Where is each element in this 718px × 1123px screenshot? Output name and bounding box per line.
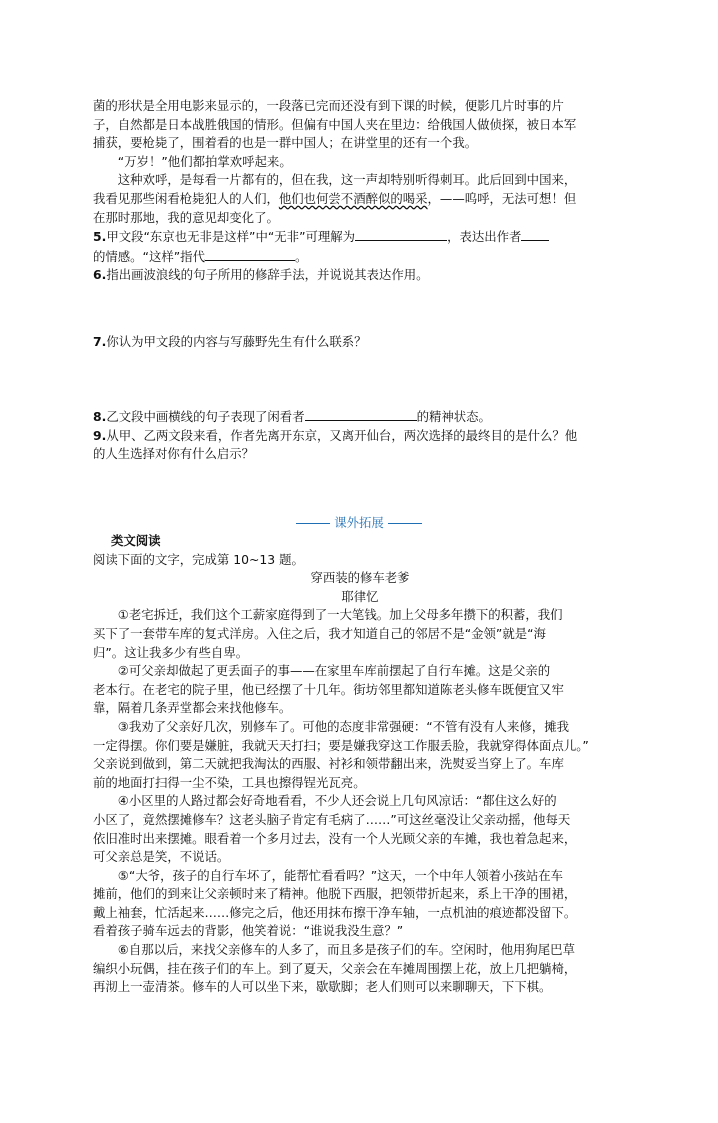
story-paragraph-3-line: 前的地面打扫得一尘不染，工具也擦得锃光瓦亮。 bbox=[93, 774, 366, 790]
story-title: 穿西装的修车老爹 bbox=[310, 570, 410, 586]
passage-cheer: “万岁！”他们都拍掌欢呼起来。 bbox=[117, 153, 292, 169]
story-paragraph-6-line: 再沏上一壶清茶。修车的人可以坐下来，歇歇脚；老人们则可以来聊聊天，下下棋。 bbox=[93, 979, 552, 995]
question-5: 5.甲文段“东京也无非是这样”中“无非”可理解为 ，表达出作者 bbox=[93, 227, 627, 247]
passage-p3-line-3: 在那时那地，我的意见却变化了。 bbox=[93, 209, 279, 225]
passage-p3-line-2 bbox=[93, 190, 627, 209]
answer-blank[interactable] bbox=[521, 227, 549, 241]
story-paragraph-3-line: ③我劝了父亲好几次，别修车了。可他的态度非常强硬：“不管有没有人来修，摊我 bbox=[117, 718, 569, 734]
story-body bbox=[93, 606, 627, 996]
story-paragraph-1-line: ①老宅拆迁，我们这个工薪家庭得到了一大笔钱。加上父母多年攒下的积蓄，我们 bbox=[117, 607, 563, 623]
passage-line-3: 捕获，要枪毙了，围着看的也是一群中国人；在讲堂里的还有一个我。 bbox=[93, 135, 478, 151]
story-paragraph-5-line: 戴上袖套，忙活起来……修完之后，他还用抹布擦干净车轴，一点机油的痕迹都没留下。 bbox=[93, 904, 577, 920]
question-7: 7.你认为甲文段的内容与写藤野先生有什么联系？ bbox=[93, 334, 367, 349]
instruction: 阅读下面的文字，完成第 10~13 题。 bbox=[93, 551, 304, 567]
story-author: 耶律忆 bbox=[341, 588, 379, 604]
wavy-underlined-sentence: 他们也何尝不酒醉似的喝采 bbox=[278, 190, 428, 206]
story-paragraph-2-line: 靠，隔着几条弄堂都会来找他修车。 bbox=[93, 700, 292, 716]
question-9: 9.从甲、乙两文段来看，作者先离开东京，又离开仙台，两次选择的最终目的是什么？他 bbox=[93, 427, 578, 443]
story-paragraph-4-line: 依旧准时出来摆摊。眼看着一个多月过去，没有一个人光顾父亲的车摊，我也着急起来， bbox=[93, 830, 577, 846]
passage-p3-post: ，——呜呼，无法可想！但 bbox=[427, 190, 577, 206]
passage-p3-line-1: 这种欢呼，是每看一片都有的，但在我，这一声却特别听得刺耳。此后回到中国来， bbox=[117, 172, 577, 188]
story-paragraph-3-line: 父亲说到做到，第二天就把我淘汰的西服、衬衫和领带翻出来，洗熨妥当穿上了。车库 bbox=[93, 756, 564, 772]
story-paragraph-5-line: ⑤“大爷，孩子的自行车坏了，能帮忙看看吗？”这天，一个中年人领着小孩站在车 bbox=[117, 867, 564, 883]
story-paragraph-6-line: ⑥自那以后，来找父亲修车的人多了，而且多是孩子们的车。空闲时，他用狗尾巴草 bbox=[117, 942, 575, 958]
title-rule-left bbox=[296, 523, 330, 524]
story-paragraph-1-line: 买下了一套带车库的复式洋房。入住之后，我才知道自己的邻居不是“金领”就是“海 bbox=[93, 625, 546, 641]
top-passage bbox=[93, 97, 627, 285]
story-paragraph-5-line: 摊前，他们的到来让父亲顿时来了精神。他脱下西服，把领带折起来，系上干净的围裙， bbox=[93, 886, 577, 902]
story-paragraph-2-line: ②可父亲却做起了更丢面子的事——在家里车库前摆起了自行车摊。这是父亲的 bbox=[117, 663, 551, 679]
story-paragraph-4-line: ④小区里的人路过都会好奇地看看，不少人还会说上几句风凉话：“都住这么好的 bbox=[117, 793, 557, 809]
sub-title: 类文阅读 bbox=[111, 533, 161, 548]
passage-p3-pre: 我看见那些闲看枪毙犯人的人们， bbox=[93, 190, 279, 206]
answer-blank[interactable] bbox=[305, 407, 417, 421]
question-8-9-block bbox=[93, 407, 627, 464]
story-paragraph-4-line: 小区了，竟然摆摊修车？这老头脑子肯定有毛病了……”可这丝毫没让父亲动摇，他每天 bbox=[93, 811, 571, 827]
story-paragraph-5-line: 看着孩子骑车远去的背影，他笑着说：“谁说我没生意？” bbox=[93, 923, 404, 939]
story-paragraph-2-line: 老本行。在老宅的院子里，他已经摆了十几年。街坊邻里都知道陈老头修车既便宜又牢 bbox=[93, 681, 564, 697]
section-title: 课外拓展 bbox=[0, 513, 718, 531]
passage-line-2: 子，自然都是日本战胜俄国的情形。但偏有中国人夹在里边：给俄国人做侦探，被日本军 bbox=[93, 116, 577, 132]
question-6: 6.指出画波浪线的句子所用的修辞手法，并说说其表达作用。 bbox=[93, 267, 429, 283]
answer-blank[interactable] bbox=[355, 227, 447, 241]
story-paragraph-1-line: 归”。这让我多少有些自卑。 bbox=[93, 644, 249, 660]
answer-blank[interactable] bbox=[205, 247, 295, 261]
question-8: 8.乙文段中画横线的句子表现了闲看者 的精神状态。 bbox=[93, 409, 491, 424]
question-9-cont: 的人生选择对你有什么启示？ bbox=[93, 446, 255, 462]
reading-block bbox=[93, 532, 627, 997]
story-paragraph-3-line: 一定得摆。你们要是嫌脏，我就天天打扫；要是嫌我穿这工作服丢脸，我就穿得体面点儿。” bbox=[93, 737, 589, 753]
question-5-cont: 的情感。“这样”指代 。 bbox=[93, 248, 308, 264]
title-rule-right bbox=[388, 523, 422, 524]
passage-line-1: 菌的形状是全用电影来显示的，一段落已完而还没有到下课的时候，便影几片时事的片 bbox=[93, 98, 564, 113]
question-7-block bbox=[93, 333, 627, 352]
story-paragraph-4-line: 可父亲总是笑，不说话。 bbox=[93, 849, 230, 865]
story-paragraph-6-line: 编织小玩偶，挂在孩子们的车上。到了夏天，父亲会在车摊周围摆上花，放上几把躺椅， bbox=[93, 960, 577, 976]
